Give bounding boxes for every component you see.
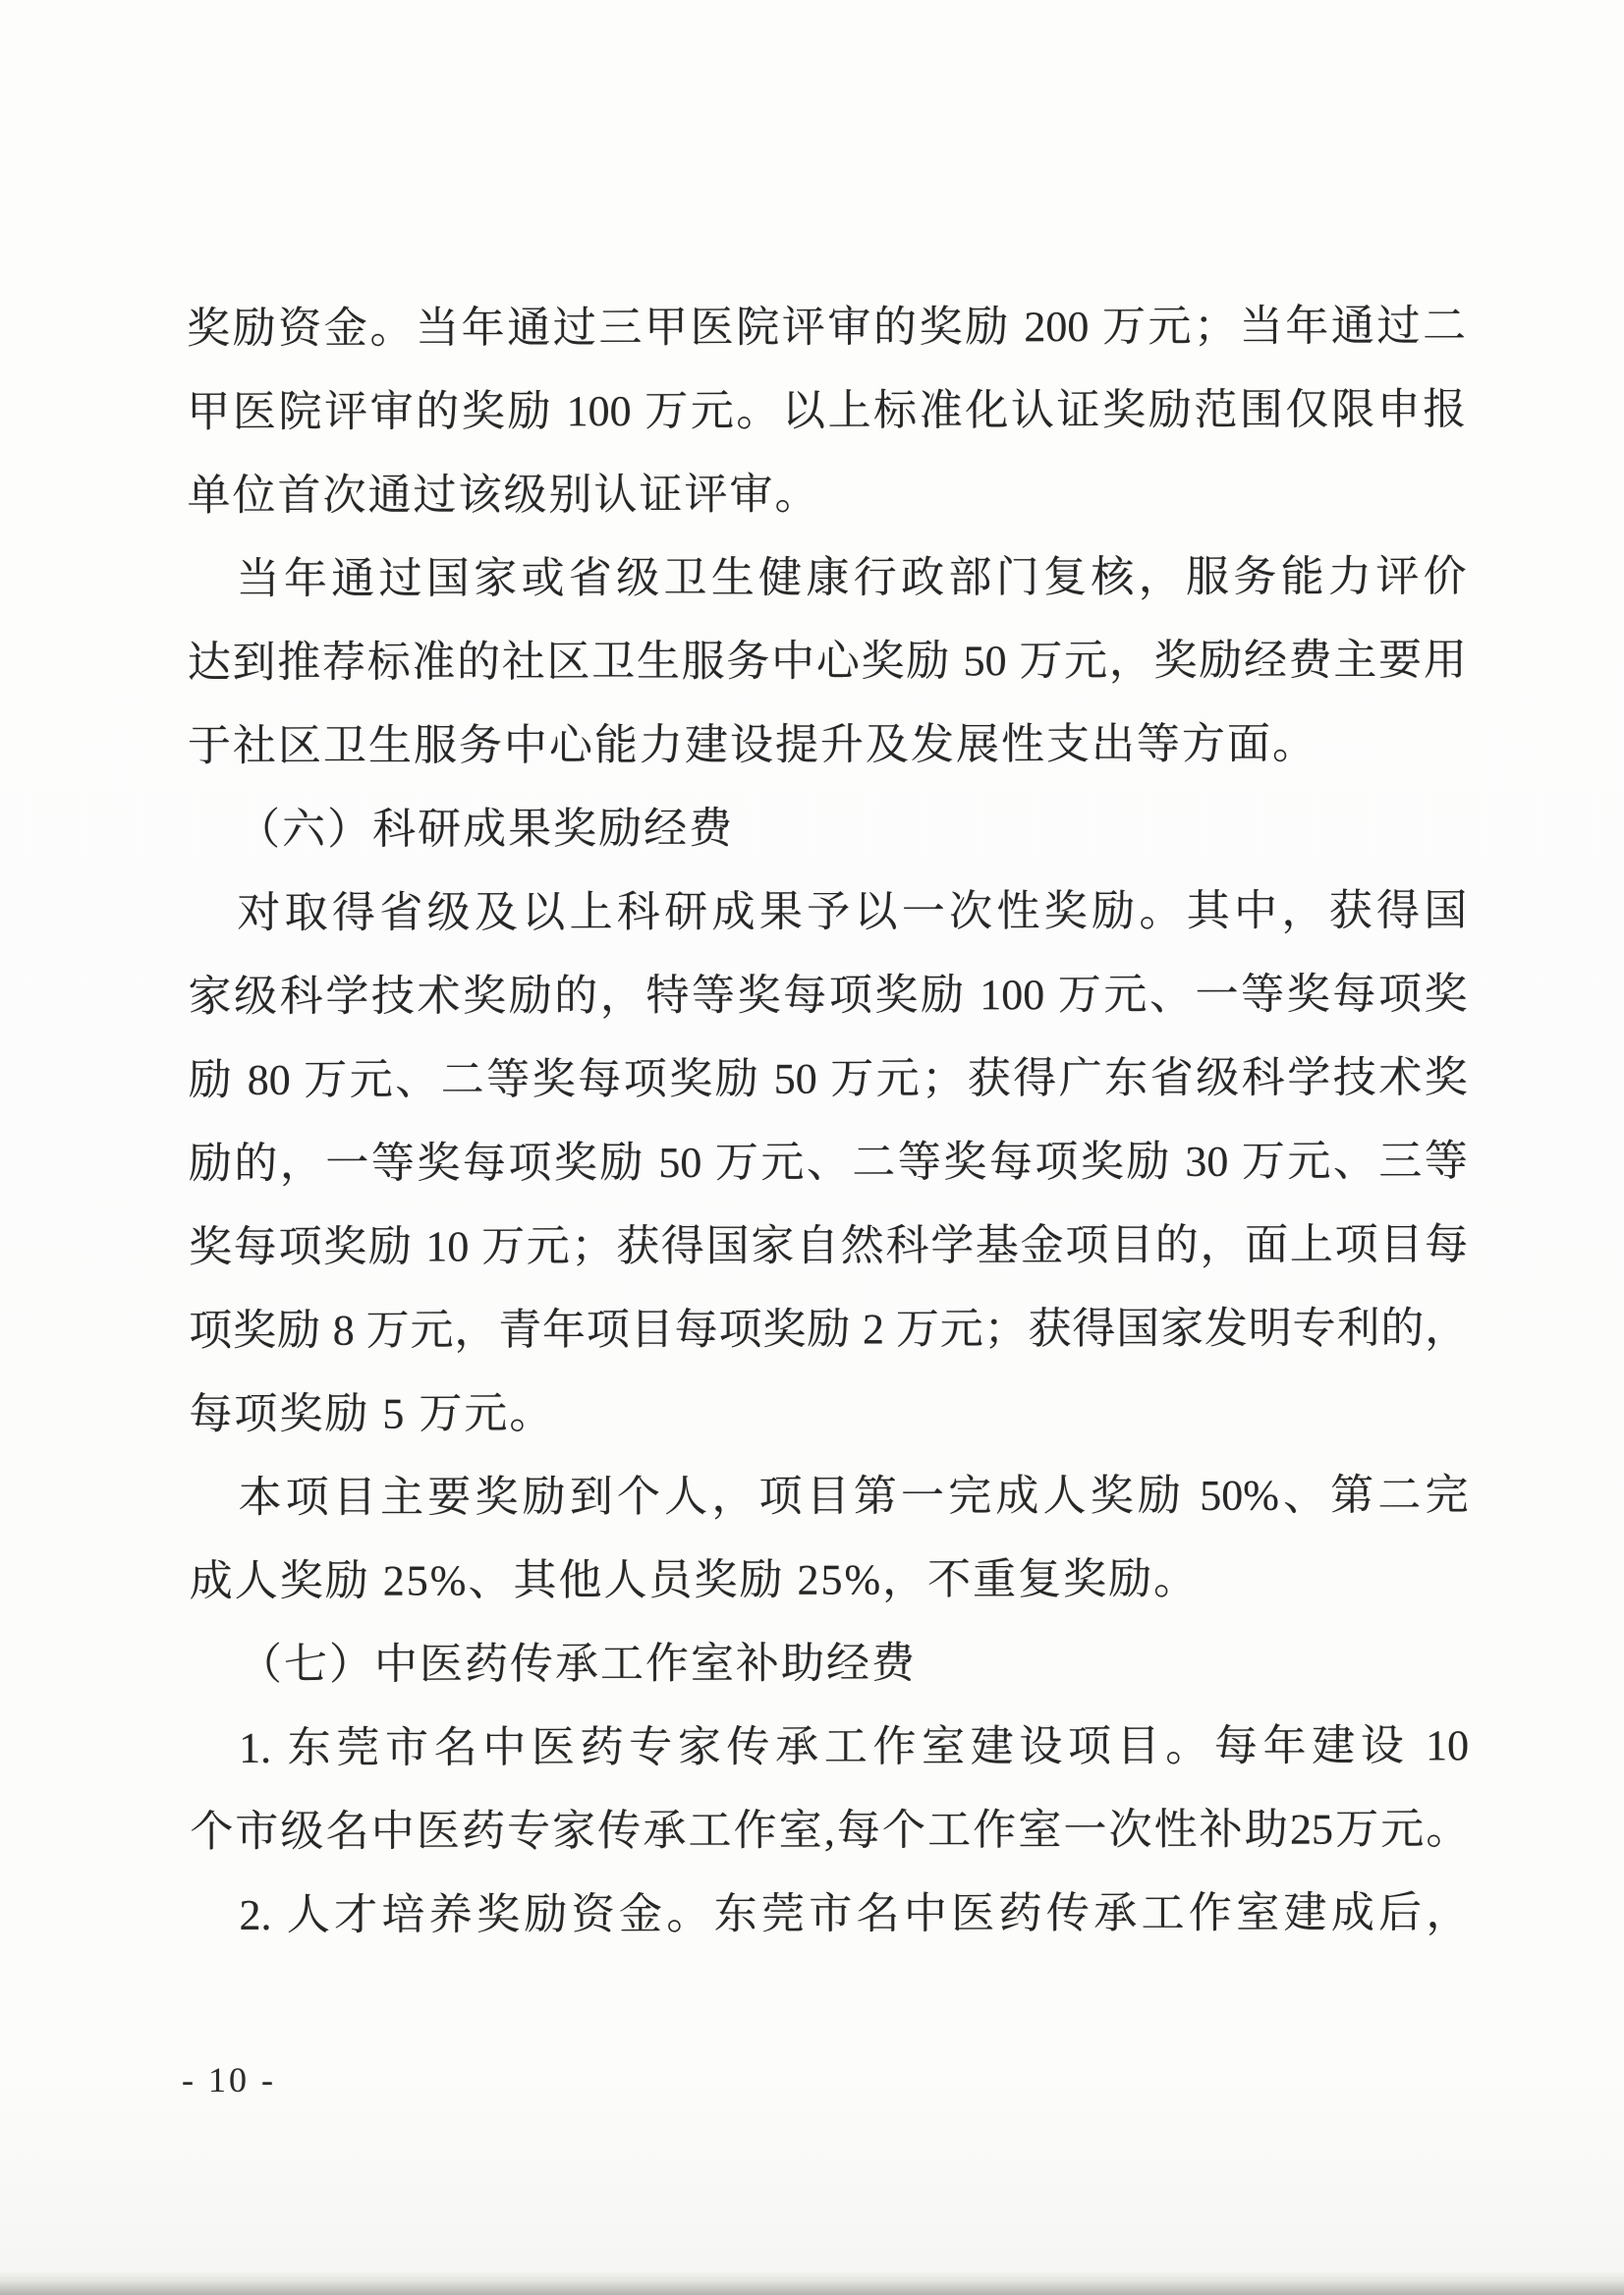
text-line: 励的，一等奖每项奖励 50 万元、二等奖每项奖励 30 万元、三等 bbox=[188, 1137, 1468, 1188]
text-line: 奖励资金。当年通过三甲医院评审的奖励 200 万元；当年通过二 bbox=[187, 302, 1467, 353]
text-line: 1. 东莞市名中医药专家传承工作室建设项目。每年建设 10 bbox=[239, 1721, 1470, 1772]
text-line: 单位首次通过该级别认证评审。 bbox=[187, 470, 820, 520]
text-line: 本项目主要奖励到个人，项目第一完成人奖励 50%、第二完 bbox=[238, 1471, 1469, 1522]
text-line: 于社区卫生服务中心能力建设提升及发展性支出等方面。 bbox=[187, 719, 1318, 770]
text-line: 甲医院评审的奖励 100 万元。以上标准化认证奖励范围仅限申报 bbox=[187, 385, 1467, 436]
scan-edge-shadow-soft bbox=[0, 2271, 1624, 2279]
text-line: 每项奖励 5 万元。 bbox=[189, 1389, 555, 1438]
text-line: 2. 人才培养奖励资金。东莞市名中医药传承工作室建成后， bbox=[239, 1888, 1470, 1939]
page-number: - 10 - bbox=[182, 2060, 276, 2099]
text-line: 当年通过国家或省级卫生健康行政部门复核，服务能力评价 bbox=[236, 552, 1467, 603]
text-line: 励 80 万元、二等奖每项奖励 50 万元；获得广东省级科学技术奖 bbox=[188, 1053, 1468, 1104]
text-line: 对取得省级及以上科研成果予以一次性奖励。其中，获得国 bbox=[237, 886, 1468, 937]
text-line: （六）科研成果奖励经费 bbox=[237, 804, 735, 854]
text-line: 达到推荐标准的社区卫生服务中心奖励 50 万元，奖励经费主要用 bbox=[187, 636, 1467, 687]
text-line: （七）中医药传承工作室补助经费 bbox=[238, 1639, 917, 1689]
text-line: 个市级名中医药专家传承工作室,每个工作室一次性补助25万元。 bbox=[190, 1805, 1470, 1856]
text-line: 项奖励 8 万元，青年项目每项奖励 2 万元；获得国家发明专利的， bbox=[189, 1304, 1469, 1355]
text-line: 奖每项奖励 10 万元；获得国家自然科学基金项目的，面上项目每 bbox=[188, 1220, 1469, 1271]
text-line: 成人奖励 25%、其他人员奖励 25%，不重复奖励。 bbox=[189, 1554, 1200, 1605]
text-line: 家级科学技术奖励的，特等奖每项奖励 100 万元、一等奖每项奖 bbox=[188, 970, 1468, 1021]
scan-edge-shadow bbox=[0, 2279, 1624, 2295]
text-body bbox=[187, 284, 1470, 1957]
